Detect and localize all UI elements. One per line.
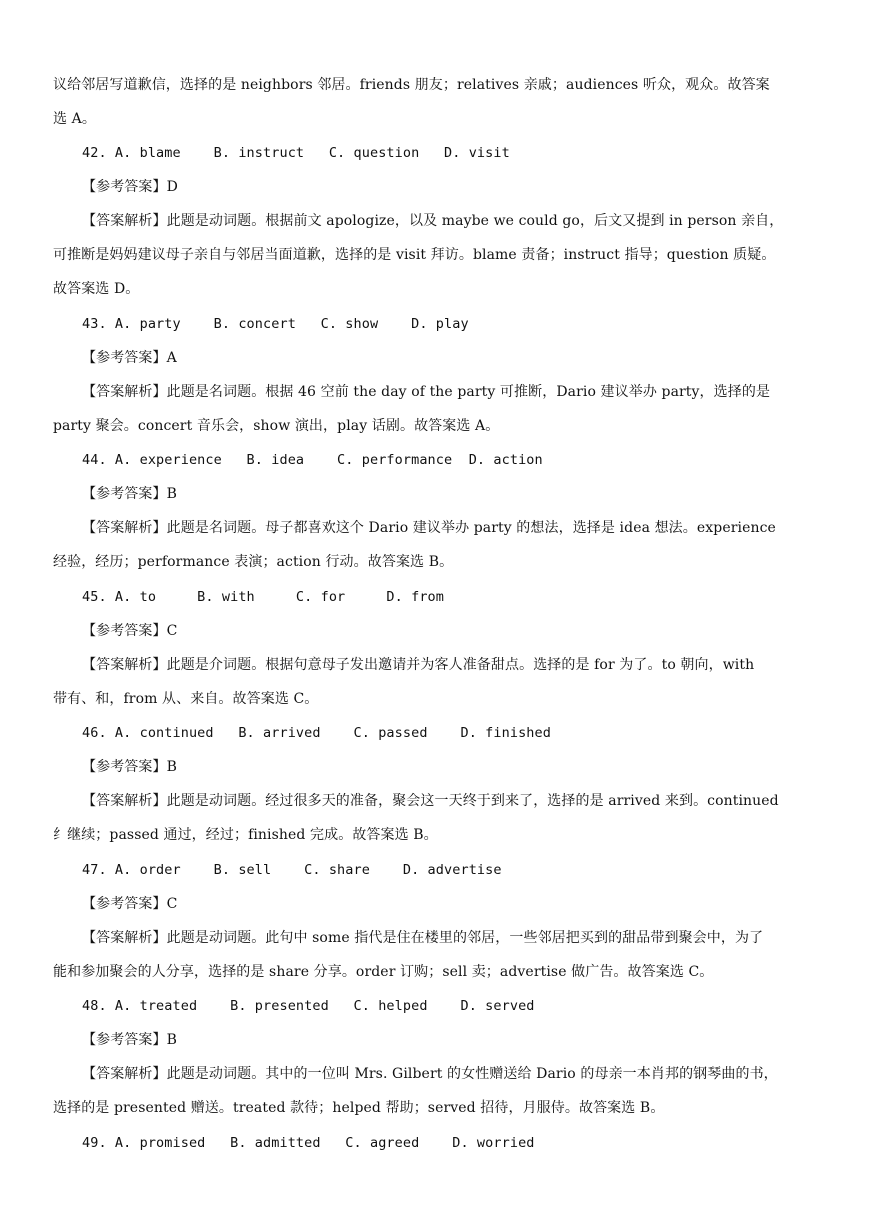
question-options: 48. A. treated B. presented C. helped D. served [82, 998, 535, 1014]
question-options: 45. A. to B. with C. for D. from [82, 589, 445, 605]
paragraph-line: 纟继续；passed 通过，经过；finished 完成。故答案选 B。 [53, 827, 438, 843]
paragraph-line: 选 A。 [53, 111, 96, 127]
paragraph-line: 带有、和，from 从、来自。故答案选 C。 [53, 691, 319, 707]
reference-answer: 【参考答案】B [82, 759, 177, 775]
answer-explanation: 【答案解析】此题是动词题。根据前文 apologize，以及 maybe we could go，后文又提到 in person 亲自， [82, 213, 784, 229]
reference-answer: 【参考答案】C [82, 623, 178, 639]
question-options: 47. A. order B. sell C. share D. advertise [82, 862, 502, 878]
question-options: 49. A. promised B. admitted C. agreed D. worried [82, 1135, 535, 1151]
answer-explanation: 【答案解析】此题是名词题。母子都喜欢这个 Dario 建议举办 party 的想法，选择是 idea 想法。experience [82, 520, 776, 536]
paragraph-line: 选择的是 presented 赠送。treated 款待；helped 帮助；served 招待，月服侍。故答案选 B。 [53, 1100, 665, 1116]
answer-explanation: 【答案解析】此题是名词题。根据 46 空前 the day of the party 可推断，Dario 建议举办 party，选择的是 [82, 384, 771, 400]
answer-explanation: 【答案解析】此题是动词题。此句中 some 指代是住在楼里的邻居，一些邻居把买到的甜品带到聚会中，为了 [82, 930, 764, 946]
paragraph-line: party 聚会。concert 音乐会，show 演出，play 话剧。故答案选 A。 [53, 418, 500, 434]
question-options: 42. A. blame B. instruct C. question D. visit [82, 145, 510, 161]
reference-answer: 【参考答案】B [82, 1032, 177, 1048]
reference-answer: 【参考答案】A [82, 350, 177, 366]
paragraph-line: 可推断是妈妈建议母子亲自与邻居当面道歉，选择的是 visit 拜访。blame 责备；instruct 指导；question 质疑。 [53, 247, 776, 263]
answer-explanation: 【答案解析】此题是动词题。经过很多天的准备，聚会这一天终于到来了，选择的是 arrived 来到。continued [82, 793, 779, 809]
paragraph-line: 能和参加聚会的人分享，选择的是 share 分享。order 订购；sell 卖；advertise 做广告。故答案选 C。 [53, 964, 714, 980]
question-options: 44. A. experience B. idea C. performance D. action [82, 452, 543, 468]
reference-answer: 【参考答案】D [82, 179, 178, 195]
question-options: 43. A. party B. concert C. show D. play [82, 316, 469, 332]
paragraph-line: 故答案选 D。 [53, 281, 140, 297]
answer-explanation: 【答案解析】此题是介词题。根据句意母子发出邀请并为客人准备甜点。选择的是 for 为了。to 朝向，with [82, 657, 755, 673]
reference-answer: 【参考答案】C [82, 896, 178, 912]
reference-answer: 【参考答案】B [82, 486, 177, 502]
paragraph-line: 经验，经历；performance 表演；action 行动。故答案选 B。 [53, 554, 454, 570]
paragraph-line: 议给邻居写道歉信，选择的是 neighbors 邻居。friends 朋友；relatives 亲戚；audiences 听众，观众。故答案 [53, 77, 770, 93]
answer-explanation: 【答案解析】此题是动词题。其中的一位叫 Mrs. Gilbert 的女性赠送给 Dario 的母亲一本肖邦的钢琴曲的书， [82, 1066, 778, 1082]
question-options: 46. A. continued B. arrived C. passed D. finished [82, 725, 551, 741]
